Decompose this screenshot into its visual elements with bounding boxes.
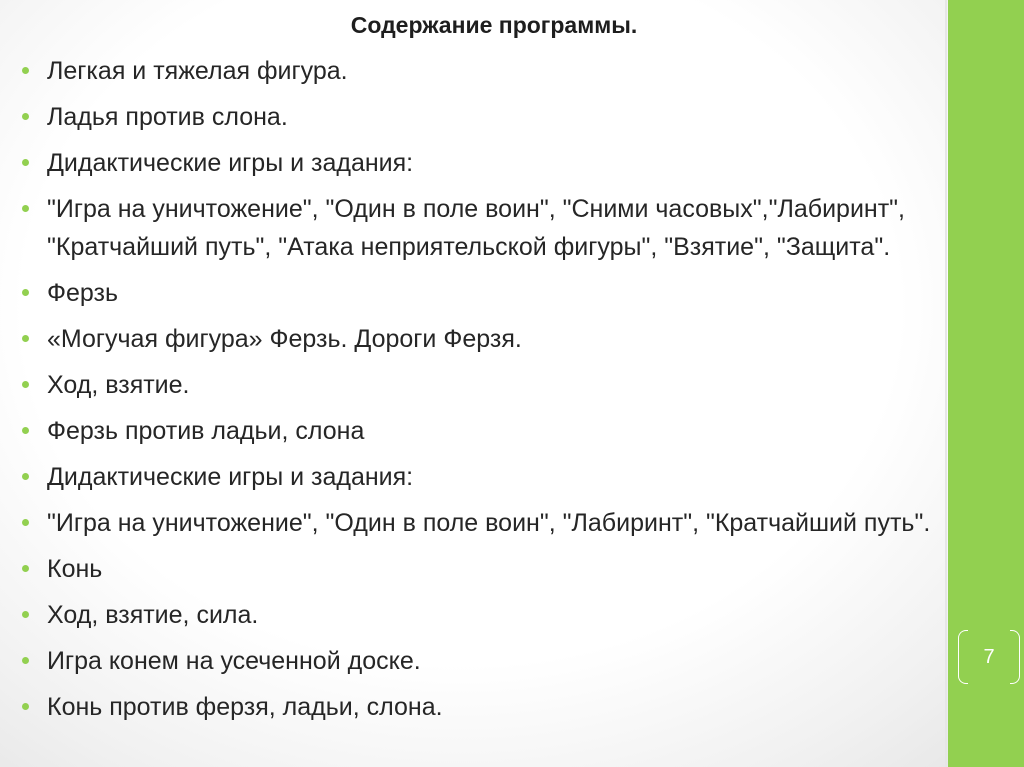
page-number: 7 (983, 645, 995, 668)
slide-content (18, 52, 933, 734)
bullet-icon (22, 703, 29, 710)
bullet-icon (22, 381, 29, 388)
list-item (18, 98, 933, 136)
list-item-text: Ферзь (47, 279, 119, 307)
list-item (18, 274, 933, 312)
list-item (18, 596, 933, 634)
list-item-text: "Игра на уничтожение", "Один в поле воин", "Сними часовых","Лабиринт", "Кратчайший путь", "Атака неприятельской фигуры", "Взятие", "Защита". (47, 195, 905, 261)
bullet-icon (22, 205, 29, 212)
left-brace-icon (958, 630, 968, 684)
list-item (18, 412, 933, 450)
list-item (18, 366, 933, 404)
bullet-icon (22, 519, 29, 526)
list-item (18, 688, 933, 726)
bullet-icon (22, 159, 29, 166)
bullet-icon (22, 611, 29, 618)
list-item (18, 458, 933, 496)
bullet-icon (22, 657, 29, 664)
list-item (18, 190, 933, 266)
right-brace-icon (1010, 630, 1020, 684)
bullet-icon (22, 565, 29, 572)
list-item-text: Игра конем на усеченной доске. (47, 647, 421, 675)
list-item-text: "Игра на уничтожение", "Один в поле воин", "Лабиринт", "Кратчайший путь". (47, 509, 931, 537)
bullet-icon (22, 335, 29, 342)
list-item (18, 550, 933, 588)
bullet-list (18, 52, 933, 726)
list-item-text: Ход, взятие. (47, 371, 190, 399)
list-item (18, 320, 933, 358)
page-number-badge (958, 630, 1020, 684)
list-item (18, 504, 933, 542)
list-item (18, 144, 933, 182)
list-item-text: Ферзь против ладьи, слона (47, 417, 365, 445)
list-item-text: Дидактические игры и задания: (47, 463, 414, 491)
list-item-text: Легкая и тяжелая фигура. (47, 57, 348, 85)
bullet-icon (22, 473, 29, 480)
bullet-icon (22, 67, 29, 74)
bullet-icon (22, 427, 29, 434)
sidebar-divider (945, 0, 947, 767)
list-item-text: Ладья против слона. (47, 103, 288, 131)
slide-title: Содержание программы. (350, 12, 638, 38)
bullet-icon (22, 289, 29, 296)
bullet-icon (22, 113, 29, 120)
list-item-text: Конь (47, 555, 103, 583)
list-item-text: Ход, взятие, сила. (47, 601, 259, 629)
list-item (18, 642, 933, 680)
list-item (18, 52, 933, 90)
list-item-text: Дидактические игры и задания: (47, 149, 414, 177)
list-item-text: Конь против ферзя, ладьи, слона. (47, 693, 443, 721)
list-item-text: «Могучая фигура» Ферзь. Дороги Ферзя. (47, 325, 522, 353)
